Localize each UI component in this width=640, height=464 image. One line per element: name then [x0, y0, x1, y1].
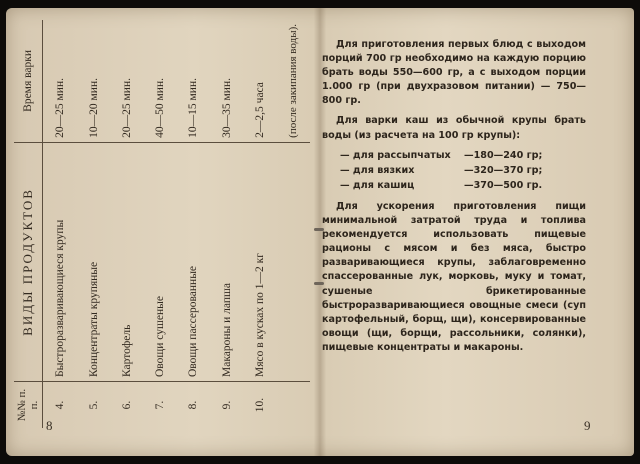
row-product: Быстроразваривающиеся крупы [53, 219, 66, 377]
table-row [243, 20, 276, 428]
list-item [340, 179, 586, 193]
paragraph-porridge: Для варки каш из обычной крупы брать воды (из расчета на 100 гр крупы): [322, 115, 586, 141]
cooking-time-table [14, 20, 310, 428]
list-item-value: —370—500 гр. [464, 179, 543, 191]
table-row [110, 20, 143, 428]
row-time: 20—25 мин. [110, 20, 143, 142]
row-time: 10—20 мин. [77, 20, 110, 142]
row-num: 5. [77, 382, 110, 429]
table-row [144, 20, 177, 428]
list-item-label: — для вязких [340, 164, 415, 176]
row-num: 9. [210, 382, 243, 429]
header-product: ВИДЫ ПРОДУКТОВ [14, 142, 43, 381]
row-product: Мясо в кусках по 1—2 кг [254, 253, 267, 377]
table-row [177, 20, 210, 428]
row-num: 7. [144, 382, 177, 429]
row-num: 10. [243, 382, 276, 429]
table-note-row [277, 20, 310, 428]
row-product: Макароны и лапша [220, 283, 233, 377]
table-row [43, 20, 77, 428]
table-row [77, 20, 110, 428]
list-item [340, 164, 586, 178]
list-item-label: — для кашиц [340, 179, 415, 191]
paragraph-soups: Для приготовления первых блюд с выходом порций 700 гр необходимо на каждую порцию брать воды 550—600 гр, а с выходом порции 1.000 гр (при двухразовом питании) — 750—800 гр. [322, 39, 586, 107]
row-product: Концентраты крупяные [87, 261, 100, 377]
row-time: 30—35 мин. [210, 20, 243, 142]
row-time: 40—50 мин. [144, 20, 177, 142]
header-num: №№ п. п. [14, 382, 43, 429]
right-page-text [322, 38, 586, 361]
cooking-time-table-rotated [14, 20, 310, 428]
row-product: Картофель [120, 324, 133, 377]
table-row [210, 20, 243, 428]
header-time: Время варки [14, 20, 43, 142]
table-header-row [14, 20, 43, 428]
row-num: 8. [177, 382, 210, 429]
row-product: Овощи пассерованные [187, 265, 200, 377]
list-item-value: —180—240 гр; [464, 149, 543, 161]
row-time: 20—25 мин. [43, 20, 77, 142]
row-product: Овощи сушеные [154, 296, 167, 377]
row-time: 2—2,5 часа [243, 20, 276, 142]
row-num: 4. [43, 382, 77, 429]
paragraph-acceleration: Для ускорения приготовления пищи минимальной затратой труда и топлива рекомендуется использовать пищевые рационы с мясом и без мяса, быстро разваривающиеся крупы, заблаговременно спассерованные лук, морковь, муку и томат, сушеные брикетированные быстроразваривающиеся овощные смеси (суп картофельный, борщ, щи), консервированные овощи (щи, борщи, рассольники, солянки), пищевые концентраты и макароны. [322, 200, 586, 353]
list-item-label: — для рассыпчатых [340, 149, 451, 161]
row-num: 6. [110, 382, 143, 429]
list-item [340, 149, 586, 163]
page-number-right: 9 [584, 418, 591, 433]
row-time: 10—15 мин. [177, 20, 210, 142]
porridge-water-list [340, 149, 586, 193]
table-note: (после закипания воды). [277, 20, 310, 142]
page-number-left: 8 [46, 418, 53, 433]
list-item-value: —320—370 гр; [464, 164, 543, 176]
